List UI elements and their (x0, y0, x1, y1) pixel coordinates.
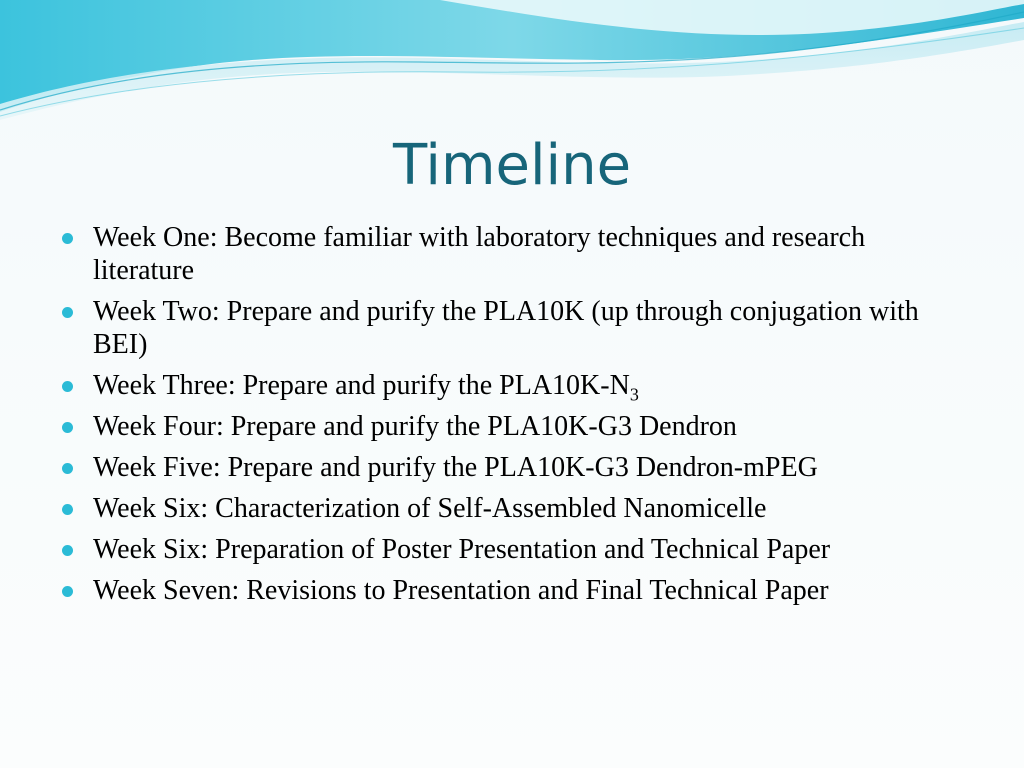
bullet-item-week-one (62, 221, 962, 287)
header-wave-decoration (0, 0, 1024, 130)
timeline-bullet-list (62, 221, 962, 607)
bullet-text: Week Four: Prepare and purify the PLA10K-G3 Dendron (93, 411, 737, 442)
bullet-text: Week One: Become familiar with laboratory techniques and research literature (93, 222, 866, 286)
bullet-dot-icon (62, 545, 73, 556)
bullet-item-week-five (62, 451, 962, 484)
bullet-dot-icon (62, 233, 73, 244)
bullet-subscript: 3 (629, 384, 639, 405)
bullet-dot-icon (62, 307, 73, 318)
bullet-item-week-three (62, 369, 962, 405)
bullet-item-week-two (62, 295, 962, 361)
bullet-text: Week Five: Prepare and purify the PLA10K-G3 Dendron-mPEG (93, 452, 818, 483)
bullet-dot-icon (62, 463, 73, 474)
bullet-text: Week Six: Characterization of Self-Assembled Nanomicelle (93, 493, 767, 524)
bullet-text: Week Two: Prepare and purify the PLA10K (up through conjugation with BEI) (93, 296, 919, 360)
bullet-item-week-seven (62, 574, 962, 607)
bullet-dot-icon (62, 504, 73, 515)
bullet-text: Week Three: Prepare and purify the PLA10K-N (93, 370, 630, 401)
bullet-text: Week Seven: Revisions to Presentation and Final Technical Paper (93, 575, 829, 606)
bullet-list-container (62, 221, 962, 615)
slide-title: Timeline (392, 133, 632, 198)
bullet-item-week-six-poster (62, 533, 962, 566)
bullet-item-week-six-characterization (62, 492, 962, 525)
bullet-dot-icon (62, 586, 73, 597)
bullet-dot-icon (62, 422, 73, 433)
bullet-dot-icon (62, 381, 73, 392)
bullet-item-week-four (62, 410, 962, 443)
bullet-text: Week Six: Preparation of Poster Presentation and Technical Paper (93, 534, 831, 565)
